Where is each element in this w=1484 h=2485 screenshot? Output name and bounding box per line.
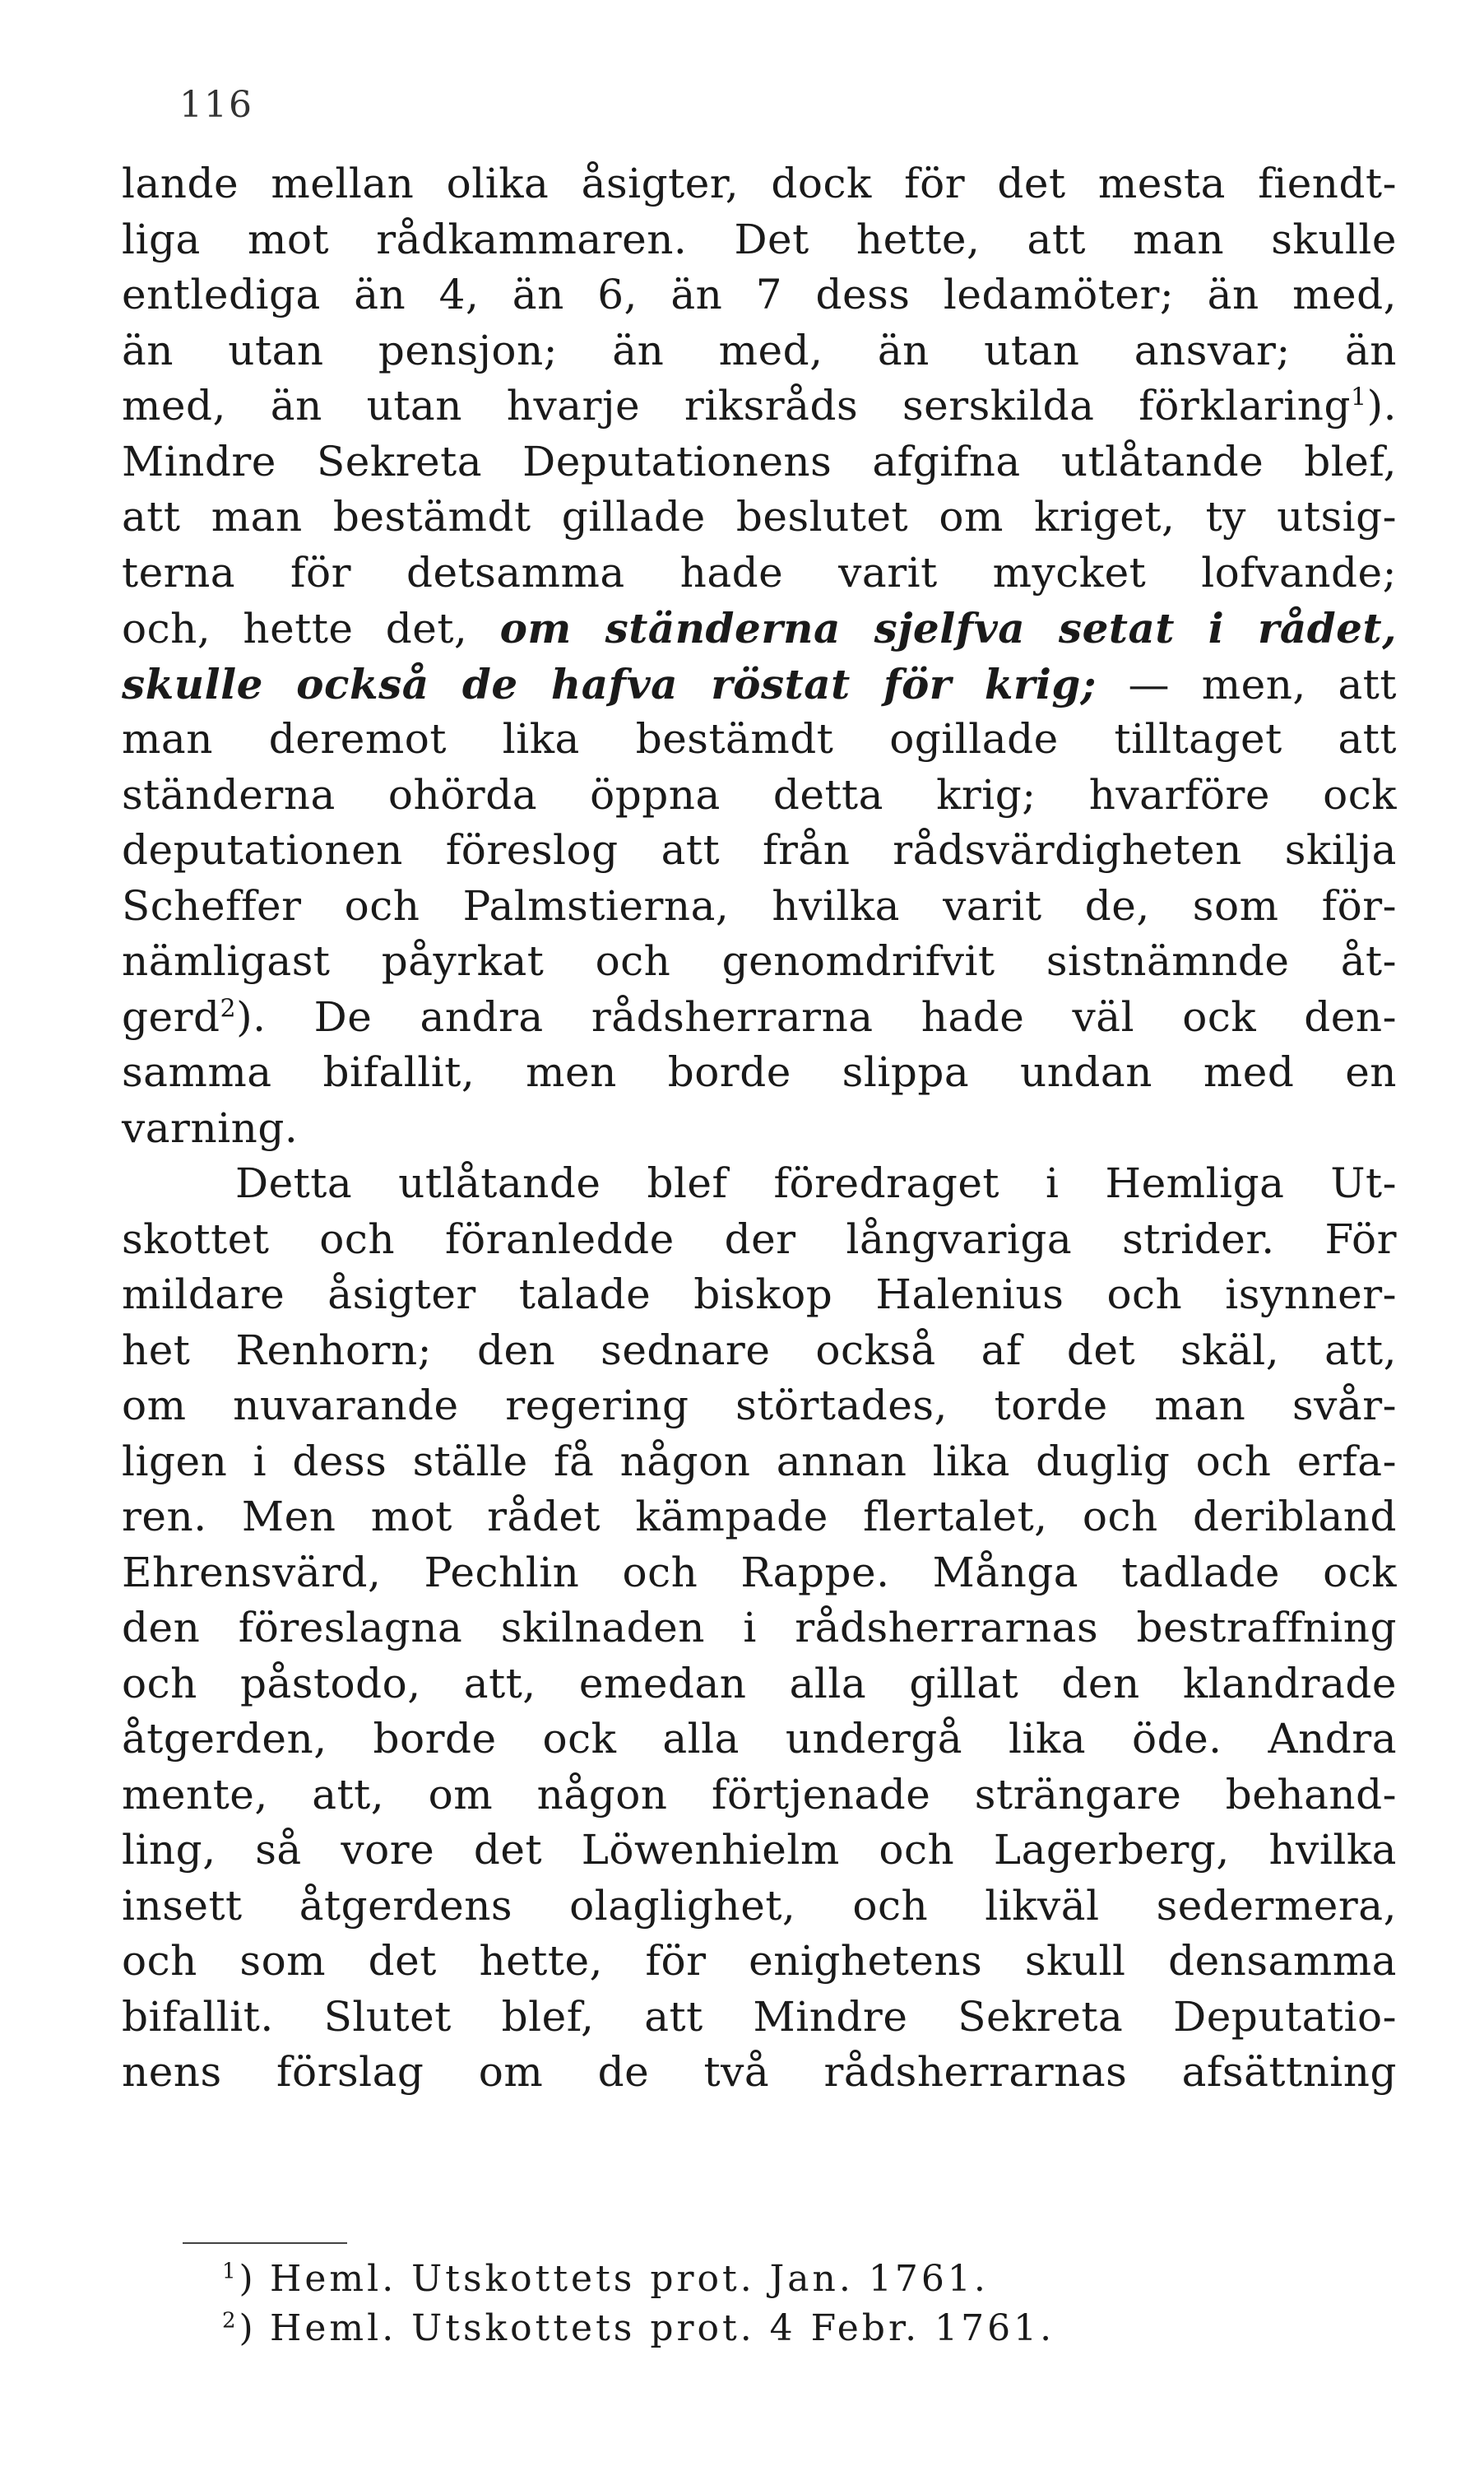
- text-span: — men, att: [1096, 660, 1397, 708]
- footnote-ref: 2: [220, 993, 237, 1023]
- italic-quote: skulle också de hafva röstat för krig;: [122, 659, 1097, 708]
- text-line: och påstodo, att, emedan alla gillat den klandrade: [122, 1659, 1397, 1707]
- footnote-mark: $^2$): [222, 2307, 257, 2349]
- text-line: Detta utlåtande blef föredraget i Hemliga Ut-: [235, 1159, 1397, 1207]
- footnote-divider: [183, 2242, 347, 2244]
- text-line: åtgerden, borde ock alla undergå lika öde. Andra: [122, 1715, 1397, 1763]
- text-line: än utan pensjon; än med, än utan ansvar; än: [122, 326, 1397, 374]
- text-line: het Renhorn; den sednare också af det skäl, att,: [122, 1326, 1397, 1374]
- body-text: [122, 156, 1397, 2101]
- footnote-text: Heml. Utskottets prot. Jan. 1761.: [270, 2258, 989, 2300]
- text-line: med, än utan hvarje riksråds serskilda förklaring$^1$).: [122, 382, 1397, 430]
- text-line: [122, 657, 1397, 713]
- italic-quote: om ständerna sjelfva setat i rådet,: [499, 604, 1397, 653]
- text-line: man deremot lika bestämdt ogillade tilltaget att: [122, 715, 1397, 763]
- text-line: om nuvarande regering störtades, torde man svår-: [122, 1382, 1397, 1429]
- text-line: terna för detsamma hade varit mycket lofvande;: [122, 548, 1397, 597]
- text-line: den föreslagna skilnaden i rådsherrarnas bestraffning: [122, 1604, 1397, 1651]
- text-line: samma bifallit, men borde slippa undan med en: [122, 1048, 1397, 1096]
- text-line: skottet och föranledde der långvariga strider. För: [122, 1215, 1397, 1263]
- text-line: [122, 601, 1397, 657]
- page-number: 116: [179, 84, 253, 126]
- text-line: Ehrensvärd, Pechlin och Rappe. Många tadlade ock: [122, 1548, 1397, 1596]
- text-line: Scheffer och Palmstierna, hvilka varit de, som för-: [122, 881, 1397, 930]
- text-line: bifallit. Slutet blef, att Mindre Sekreta Deputatio-: [122, 1992, 1397, 2041]
- footnote-mark: $^1$): [222, 2258, 257, 2300]
- footnotes: [222, 2255, 1055, 2353]
- text-line: att man bestämdt gillade beslutet om kriget, ty utsig-: [122, 493, 1397, 541]
- text-line: ständerna ohörda öppna detta krig; hvarföre ock: [122, 770, 1397, 819]
- text-line: mildare åsigter talade biskop Halenius och isynner-: [122, 1270, 1397, 1318]
- text-line: och som det hette, för enighetens skull densamma: [122, 1937, 1397, 1985]
- text-span: gerd: [122, 992, 220, 1041]
- text-line: insett åtgerdens olaglighet, och likväl sedermera,: [122, 1881, 1397, 1930]
- text-line: entlediga än 4, än 6, än 7 dess ledamöter; än med,: [122, 271, 1397, 318]
- text-span: . De andra rådsherrarna hade väl ock den-: [253, 992, 1397, 1041]
- text-line: liga mot rådkammaren. Det hette, att man skulle: [122, 215, 1397, 263]
- text-line: ligen i dess ställe få någon annan lika duglig och erfa-: [122, 1437, 1397, 1485]
- text-line: mente, att, om någon förtjenade strängare behand-: [122, 1770, 1397, 1818]
- text-line: nämligast påyrkat och genomdrifvit sistnämnde åt-: [122, 937, 1397, 985]
- footnote: [222, 2255, 1055, 2304]
- text-line: Mindre Sekreta Deputationens afgifna utlåtande blef,: [122, 437, 1397, 485]
- footnote: [222, 2304, 1055, 2353]
- text-span: .: [1383, 382, 1397, 430]
- text-span: och, hette det,: [122, 605, 500, 653]
- text-line: ling, så vore det Löwenhielm och Lagerberg, hvilka: [122, 1826, 1397, 1874]
- text-line: lande mellan olika åsigter, dock för det mesta fiendt-: [122, 160, 1397, 207]
- text-line: nens förslag om de två rådsherrarnas afsättning: [122, 2048, 1397, 2096]
- text-line: ren. Men mot rådet kämpade flertalet, och deribland: [122, 1493, 1397, 1540]
- footnote-ref: 1: [1350, 383, 1367, 412]
- text-line: deputationen föreslog att från rådsvärdigheten skilja: [122, 826, 1397, 874]
- footnote-text: Heml. Utskottets prot. 4 Febr. 1761.: [270, 2307, 1055, 2349]
- text-span: med, än utan hvarje riksråds serskilda förklaring: [122, 382, 1351, 430]
- text-line: varning.: [122, 1103, 299, 1152]
- text-line: gerd$^2$). De andra rådsherrarna hade väl ock den-: [122, 992, 1397, 1041]
